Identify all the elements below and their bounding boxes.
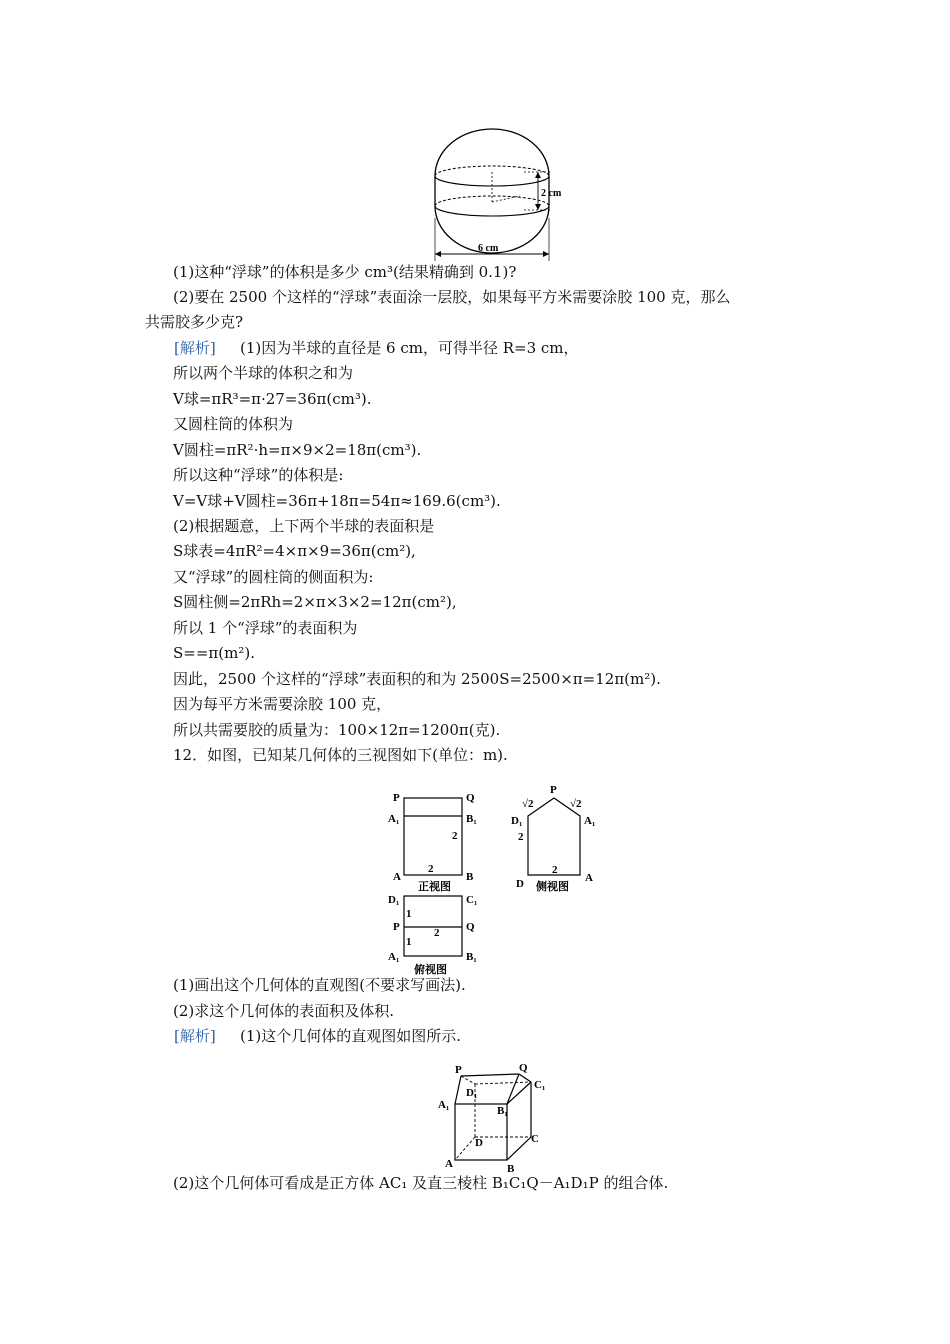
solid-figure [435, 1062, 555, 1181]
text-line: 因此，2500 个这样的“浮球”表面积的和为 2500S=2500×π=12π(m²). [173, 670, 661, 688]
svg-text:B₁: B₁ [466, 813, 477, 825]
text-line: 又“浮球”的圆柱筒的侧面积为: [173, 568, 374, 586]
text-line: (1)因为半球的直径是 6 cm，可得半径 R=3 cm， [240, 339, 579, 357]
text-line: 所以这种“浮球”的体积是: [173, 466, 344, 484]
text-line: (1)这种“浮球”的体积是多少 cm³(结果精确到 0.1)? [173, 263, 517, 281]
text-line: (1)这个几何体的直观图如图所示. [240, 1027, 462, 1045]
svg-text:A₁: A₁ [388, 813, 400, 825]
svg-text:D: D [475, 1137, 483, 1149]
width-label: 6 cm [478, 243, 499, 254]
svg-text:B₁: B₁ [466, 951, 477, 963]
svg-text:2: 2 [434, 927, 440, 939]
svg-text:1: 1 [406, 936, 412, 948]
analysis-tag: [解析] [174, 1027, 216, 1045]
text-line: S球表=4πR²=4×π×9=36π(cm²), [173, 542, 416, 560]
svg-text:C: C [531, 1133, 539, 1145]
svg-text:P: P [393, 921, 400, 933]
svg-text:√2: √2 [570, 798, 582, 810]
side-view-caption: 侧视图 [536, 881, 569, 893]
float-ball-figure [420, 126, 565, 270]
text-line: 12．如图，已知某几何体的三视图如下(单位：m). [173, 746, 508, 764]
text-line: (2)求这个几何体的表面积及体积. [173, 1002, 395, 1020]
svg-text:B₁: B₁ [497, 1105, 508, 1117]
top-view-figure [382, 887, 487, 981]
top-view-caption: 俯视图 [414, 964, 447, 976]
svg-text:D₁: D₁ [388, 894, 400, 906]
text-line: (1)画出这个几何体的直观图(不要求写画法). [173, 976, 466, 994]
svg-text:B: B [507, 1163, 515, 1175]
analysis-tag: [解析] [174, 339, 216, 357]
svg-text:P: P [550, 784, 557, 796]
svg-text:2: 2 [428, 863, 434, 875]
svg-text:A₁: A₁ [584, 815, 596, 827]
svg-text:P: P [393, 792, 400, 804]
text-line: V球=πR³=π·27=36π(cm³). [173, 390, 372, 408]
text-line: (2)这个几何体可看成是正方体 AC₁ 及直三棱柱 B₁C₁Q－A₁D₁P 的组合体. [173, 1174, 669, 1192]
text-line: V圆柱=πR²·h=π×9×2=18π(cm³). [173, 441, 422, 459]
svg-text:A₁: A₁ [388, 951, 400, 963]
svg-text:A₁: A₁ [438, 1099, 450, 1111]
text-line: 又圆柱筒的体积为 [173, 415, 294, 433]
svg-text:B: B [466, 871, 474, 883]
svg-text:A: A [393, 871, 401, 883]
svg-text:P: P [455, 1064, 462, 1076]
svg-text:C₁: C₁ [466, 894, 478, 906]
svg-text:√2: √2 [522, 798, 534, 810]
front-view-figure [382, 788, 487, 902]
text-line: 所以 1 个“浮球”的表面积为 [173, 619, 358, 637]
front-view-caption: 正视图 [418, 881, 451, 893]
text-line: (2)要在 2500 个这样的“浮球”表面涂一层胶，如果每平方米需要涂胶 100 克，那么 [173, 288, 731, 306]
text-line: 所以共需要胶的质量为：100×12π=1200π(克). [173, 721, 501, 739]
svg-text:2: 2 [452, 830, 458, 842]
text-line: S==π(m²). [173, 644, 255, 662]
svg-text:Q: Q [466, 792, 475, 804]
height-label: 2 cm [541, 188, 562, 199]
text-line: 所以两个半球的体积之和为 [173, 364, 354, 382]
svg-text:A: A [585, 872, 593, 884]
svg-text:D₁: D₁ [466, 1087, 478, 1099]
text-line: V=V球+V圆柱=36π+18π=54π≈169.6(cm³). [173, 492, 501, 510]
svg-text:2: 2 [518, 831, 524, 843]
svg-text:C₁: C₁ [534, 1079, 546, 1091]
text-line: S圆柱侧=2πRh=2×π×3×2=12π(cm²), [173, 593, 457, 611]
text-line: (2)根据题意，上下两个半球的表面积是 [173, 517, 435, 535]
svg-text:2: 2 [552, 864, 558, 876]
text-line: 因为每平方米需要涂胶 100 克， [173, 695, 392, 713]
svg-text:Q: Q [466, 921, 475, 933]
svg-text:A: A [445, 1158, 453, 1170]
svg-text:1: 1 [406, 908, 412, 920]
text-line: 共需胶多少克? [145, 313, 244, 331]
svg-text:D: D [516, 878, 524, 890]
svg-text:Q: Q [519, 1062, 528, 1074]
side-view-figure [508, 782, 608, 901]
svg-text:D₁: D₁ [511, 815, 523, 827]
